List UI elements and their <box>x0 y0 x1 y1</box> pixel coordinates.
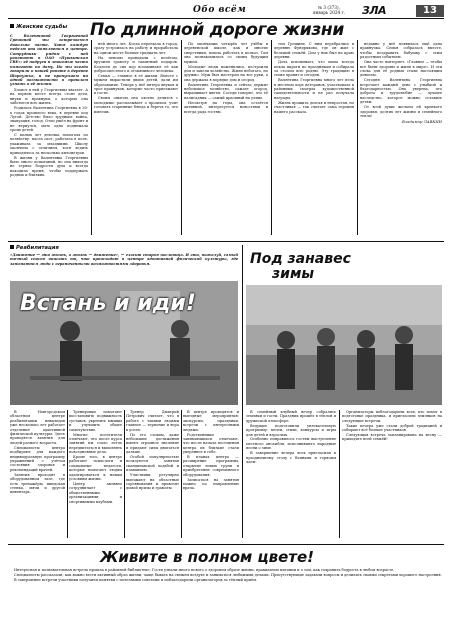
paragraph: недавно у неё появилась ещё одна правнучка. Семья собралась вместе, чтобы поздравить бабушку с этим радостным событием. <box>360 42 442 60</box>
article2-col3 <box>126 410 179 538</box>
paragraph: Кроме того, в центре работают психологи и социальные педагоги, которые помогают людям адаптироваться к новым условиям жизни. <box>69 455 122 482</box>
paragraph: Валентина Георгиевна и сейчас держит небольшое хозяйство, сажает огород, выращивает цветы. Соседи говорят, что её палисадник — самый красивый на улице. <box>184 82 268 100</box>
section-divider <box>8 241 444 242</box>
paragraph: Занятия проходят в оборудованном зале, где есть тренажёры, шведская стенка, мячи и другой инвентарь. <box>10 472 65 495</box>
article1-col5 <box>360 42 442 235</box>
article2-col1 <box>10 410 65 538</box>
paragraph: Своим опытом она охотно делится с молодыми: рассказывает о прошлом, учит готовить старинные блюда и беречь то, что имеешь. <box>94 96 178 114</box>
column-divider <box>67 410 68 538</box>
paragraph: Тренировки помогают восстановить подвижность суставов, укрепить мышцы и улучшить общее самочувствие. <box>69 410 122 432</box>
paragraph: Специалисты центра подбирают для каждого индивидуальную программу упражнений с учётом состояния здоровья и рекомендаций врачей. <box>10 445 65 472</box>
article1-lead <box>10 34 88 86</box>
paragraph: Дочь вспоминает, что мама всегда пекла пироги по праздникам и собирала за столом всю родню. Эту традицию в семье хранят и сегодня. <box>274 60 354 78</box>
paragraph: Несмотря на годы, она остаётся активной, интересуется новостями и всегда рада гостям. <box>184 100 268 114</box>
column-divider <box>181 410 182 538</box>
paragraph: Ведущие подготовили увлекательную программу: песни, стихи, конкурсы и игры для детей и взрослых. <box>246 423 336 437</box>
column-divider <box>91 40 92 235</box>
newspaper-logo: ЗЛА <box>362 4 386 17</box>
page-number: 13 <box>416 5 444 17</box>
rubric-label <box>10 245 59 251</box>
column-divider <box>124 410 125 538</box>
article1-col2 <box>94 42 178 235</box>
page-header <box>8 4 444 19</box>
paragraph: Жизнь прожита долгая и непростая, но счастливая — так считает сама героиня нашего рассказа. <box>274 100 354 114</box>
paragraph: Центр активно сотрудничает с общественными организациями и спортивными клубами. <box>69 482 122 504</box>
paragraph: Сегодня Валентина Георгиевна встречает каждый день с улыбкой и благодарностью. Она уверена, что доброта и трудолюбие — лучшее наследство, которое можно оставить детям. <box>360 78 442 105</box>
paragraph: С малых лет девочка помогала по хозяйству: пасла скот, работала в поле, ухаживала за младшими. Школу окончила с отличием, хотя ходить приходилось за несколько километров. <box>10 133 88 155</box>
rubric-text: Реабилитация <box>16 245 59 251</box>
paragraph: тем Грешине. С ним перебрались в деревню Фундриково, где он жил с большой семьёй. Дом у них был на краю деревни. <box>274 42 354 60</box>
article1-col4 <box>274 42 354 235</box>
column-divider <box>181 40 182 235</box>
section-title: Обо всём <box>193 5 247 15</box>
issue-info <box>306 5 352 15</box>
rubric-label <box>10 24 67 30</box>
paragraph: Особой популярностью пользуются занятия скандинавской ходьбой и плаванием. <box>126 455 179 473</box>
rubric-text: Женские судьбы <box>16 24 68 30</box>
paragraph: Молодые люди поженились, построили дом и завели хозяйство. Жили небогато, но дружно. Муж был мастером на все руки, а она держала в порядке дом и огород. <box>184 64 268 82</box>
lead-text: С Валентиной Георгиевной Грешиной мы встречаемся довольно часто. Хотя каждую неделю она появляется в центре. Сотрудники рядом с ней работают в ОАО «Пушкинская ГВЕ»; её подруги и знакомые часто помогают по дому. Но мы всегда говорили о нашей работе в деревне Шарбужье, и не пропускаем ни одной возможности в прошлом узнать о её жизни. <box>10 34 88 86</box>
issue-date: январь 2024 г. <box>312 10 346 15</box>
paragraph: Интересная и познавательная встреча прошла в районной библиотеке. Гости узнали много нового о здоровом образе жизни, правильном питании и о том, как сохранить бодрость в любом возрасте. <box>14 568 395 572</box>
paragraph: В жизни у Валентины Георгиевны было много испытаний, но она никогда не теряла бодрости духа и всегда находила время, чтобы поддержать родных и близких. <box>10 155 88 178</box>
article4-headline: Живите в полном цвете! <box>100 548 314 566</box>
article3-photo <box>246 285 442 405</box>
paragraph: В семейный клубный вечер собрались земляки и гости. Праздник прошёл в тёплой и дружеской атмосфере. <box>246 410 336 423</box>
paragraph: Многие посетители отмечают, что после курса занятий им стало легче передвигаться и выполнять повседневные дела. <box>69 432 122 455</box>
paragraph: Тренер Дмитрий Петрович считает, что в работе с такими людьми главное — терпение и вера в успех. <box>126 410 179 432</box>
paragraph: В завершение встречи участники получили памятки с полезными советами и поблагодарили организаторов за тёплый приём. <box>14 577 258 582</box>
article1-signature: Владимир ЛАВКИН <box>402 119 442 125</box>
article1-col3 <box>184 42 268 235</box>
paragraph: Особенно понравилось гостям выступление местного ансамбля, исполнившего народные песни о зиме. <box>246 437 336 451</box>
article3-col1 <box>246 410 336 538</box>
article4-body <box>10 568 442 630</box>
paragraph: ней много лет. Когда переехала в город, сразу устроилась на работу и проработала на одном месте больше тридцати лет. <box>94 42 178 55</box>
article3-col2 <box>342 410 442 538</box>
paragraph: В центре проводятся и выездные мероприятия: экскурсии, праздники, встречи с интересными людьми. <box>183 410 239 432</box>
article2-photo <box>10 281 238 405</box>
paragraph: На пенсию проводили с почётом, вручили грамоту и памятный подарок. Коллеги до сих пор вспоминают её как добросовестного и отзывчивого человека. <box>94 55 178 73</box>
column-divider <box>357 40 358 235</box>
paragraph: Семья — главное в её жизни. Вместе с мужем вырастили двоих детей, дали им образование. Теперь у неё пятеро внуков и трое правнуков, которые часто приезжают в гости. <box>94 73 178 96</box>
column-divider <box>242 245 243 538</box>
issue-number: № 3 (373), <box>318 5 340 10</box>
paragraph: Специалисты рассказали, как важно вести активный образ жизни, чаще бывать на свежем воздухе и заниматься любимыми делами. Присутствующие задавали вопросы и делились своими секретами хорошего настроения. <box>14 572 442 577</box>
lead-text: «Движение — это жизнь, а жизнь — движение», — гласит старая пословица. И это, пожалуй, самый точный способ описать то, что происходит в центре адаптивной физической культуры, где занимаются люди с ограниченными возможностями здоровья. <box>10 253 238 266</box>
article1-headline: По длинной дороге жизни <box>90 20 344 40</box>
paragraph: По окончании четырёх лет учёбы в деревенской школе, как и многие сверстники, пошла работать в колхоз. Там она познакомилась со своим будущим мужем. <box>184 42 268 64</box>
article2-col2 <box>69 410 122 538</box>
article2-col4 <box>183 410 239 538</box>
section-divider <box>8 544 444 545</box>
paragraph: Валентина Георгиевна много лет пела в местном хоре ветеранов, участвовала в районных смотрах художественной самодеятельности и не раз получала награды. <box>274 78 354 100</box>
photo-caption-headline: Встань и иди! <box>20 291 196 316</box>
paragraph: Родственники занимающихся отмечают, что после начала посещения центра их близкие стали увереннее в себе. <box>183 432 239 455</box>
paragraph: Хлопот в ней у Георгиевны хватает. А на первом месте всегда стоят дети, внуки и правнуки, о которых она заботится всю жизнь. <box>10 88 88 106</box>
paragraph: Она часто повторяет: «Главное — чтобы все были здоровы и жили в мире». И эти слова для её родных стали настоящим девизом. <box>360 60 442 78</box>
paragraph: В Новгородском областном центре реабилитации инвалидов уже несколько лет работает отделение адаптивной физической культуры. Здесь проводятся занятия для людей разного возраста. <box>10 410 65 445</box>
paragraph: В завершение вечера всех пригласили к праздничному столу с блинами и горячим чаем. <box>246 451 336 464</box>
column-divider <box>271 40 272 235</box>
winter-event-photo <box>246 285 442 405</box>
paragraph: В планах центра — расширение программы, открытие новых групп и приобретение современного оборудования. <box>183 455 239 477</box>
paragraph: Записаться на занятия можно по направлению врача. <box>183 477 239 491</box>
paragraph: Следующая встреча запланирована на весну — приходите всей семьёй! <box>342 433 442 442</box>
paragraph: По его словам, даже небольшие достижения имеют огромное значение и придают силы двигаться дальше. <box>126 432 179 455</box>
paragraph: Участники регулярно выезжают на областные соревнования и привозят домой призы и грамоты. <box>126 473 179 491</box>
article2-lead <box>10 253 238 279</box>
headline-line: зимы <box>272 266 315 282</box>
paragraph: Родилась Валентина Георгиевна в 30-х годах прошлого века, в деревне под Лугой. Детство было трудным: война, эвакуация, голод. Отец ушёл на фронт и не вернулся, мать одна поднимала троих детей. <box>10 106 88 133</box>
article3-headline <box>250 252 351 282</box>
black-square-icon <box>10 245 14 249</box>
column-divider <box>339 410 340 538</box>
black-square-icon <box>10 24 14 28</box>
headline-line: Под занавес <box>250 251 351 267</box>
paragraph: Такие вечера уже стали доброй традицией и собирают всё больше участников. <box>342 423 442 433</box>
article1-col1 <box>10 88 88 235</box>
paragraph: Организаторы поблагодарили всех, кто помог в подготовке праздника, и пригласили земляков на следующие встречи. <box>342 410 442 423</box>
paragraph: От всей души желаем ей крепкого здоровья, долгих лет жизни и семейного тепла! <box>360 105 442 118</box>
